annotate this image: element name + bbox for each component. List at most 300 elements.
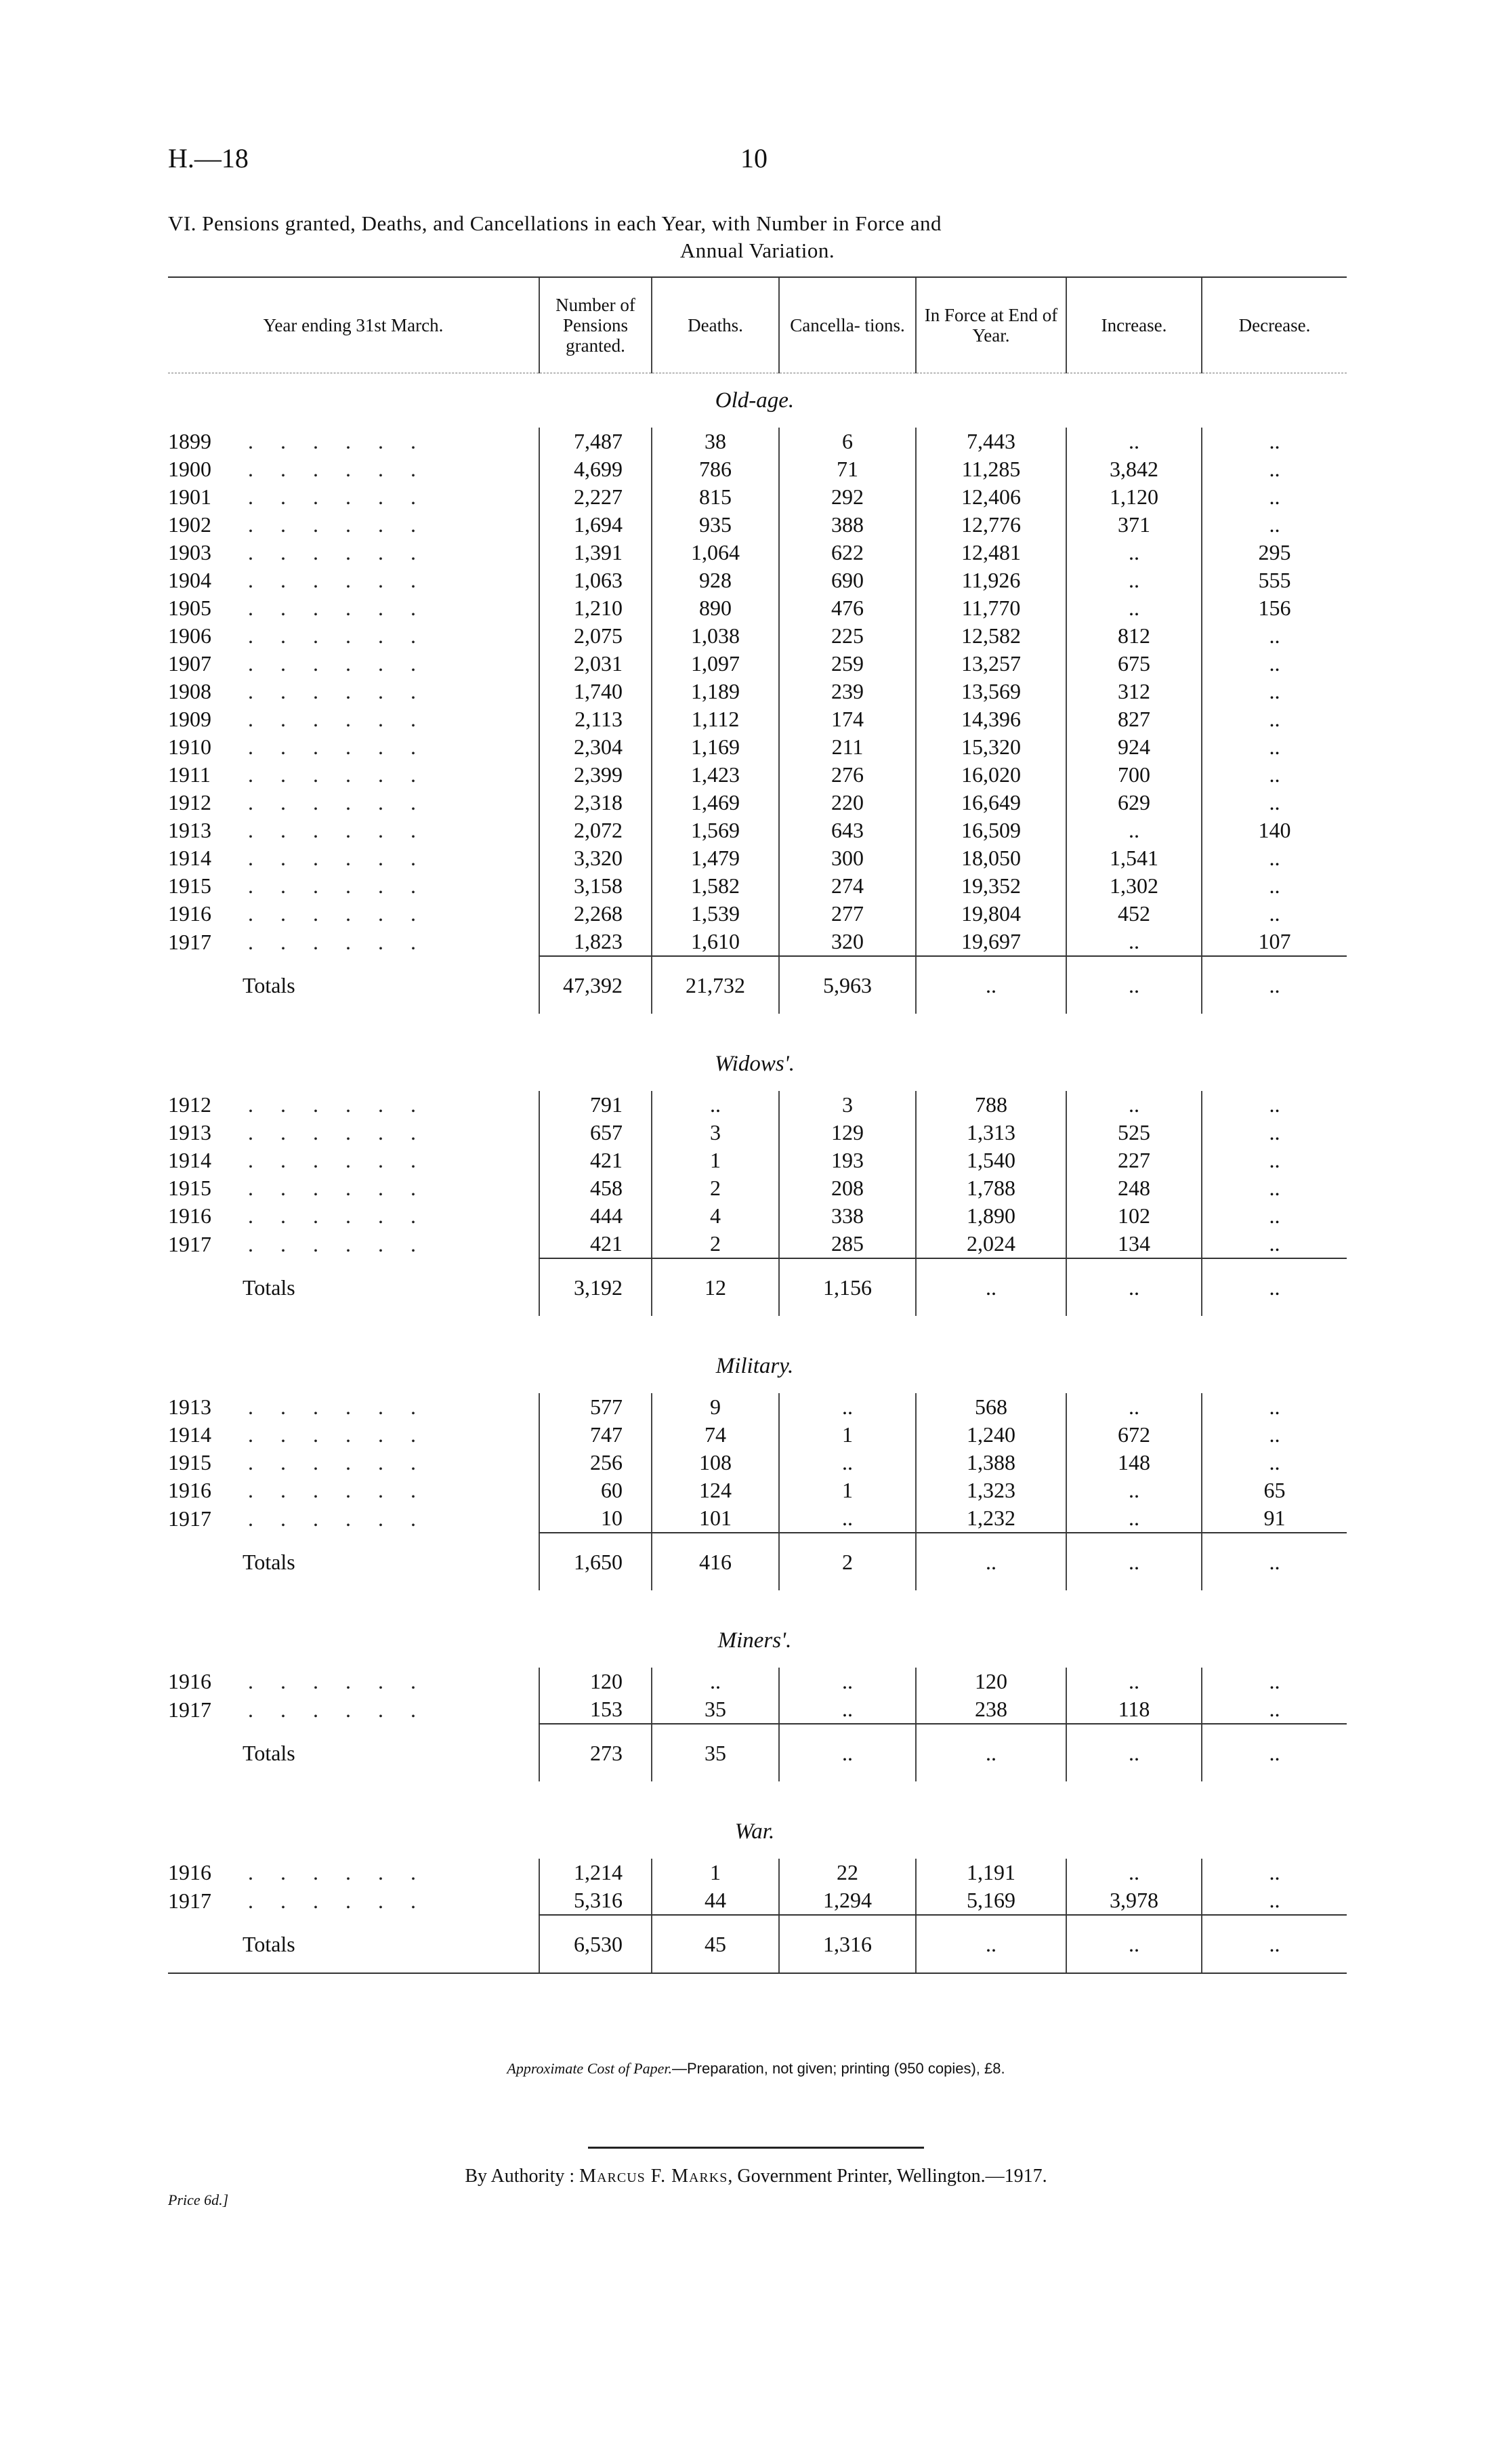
leader-dots: . . . . . . (248, 679, 427, 703)
section-heading-row (168, 1339, 1347, 1393)
totals-label: Totals (243, 1740, 295, 1765)
increase-cell: 148 (1066, 1449, 1202, 1477)
decrease-cell: .. (1202, 1668, 1347, 1695)
cancellations-cell: 276 (779, 761, 916, 789)
in-force-cell: 14,396 (916, 705, 1066, 733)
cancellations-cell: 277 (779, 900, 916, 928)
year-cell (168, 594, 539, 622)
year-label: 1917 (168, 1506, 211, 1531)
leader-dots: . . . . . . (248, 846, 427, 870)
decrease-cell: 107 (1202, 928, 1347, 956)
increase-cell: .. (1066, 1668, 1202, 1695)
leader-dots: . . . . . . (248, 651, 427, 676)
table-row (168, 678, 1347, 705)
decrease-total-cell: .. (1202, 1724, 1347, 1781)
year-label: 1916 (168, 1669, 211, 1693)
increase-cell: 827 (1066, 705, 1202, 733)
table-row (168, 1695, 1347, 1724)
pensions-cell: 1,740 (539, 678, 652, 705)
cancellations-total-cell: .. (779, 1724, 916, 1781)
deaths-cell: 2 (652, 1174, 779, 1202)
increase-cell: 134 (1066, 1230, 1202, 1258)
pensions-cell: 1,694 (539, 511, 652, 539)
table-row (168, 1668, 1347, 1695)
col-header-cancellations: Cancella- tions. (779, 277, 916, 373)
leader-dots: . . . . . . (248, 484, 427, 509)
totals-row (168, 1915, 1347, 1973)
year-label: 1903 (168, 540, 211, 564)
year-label: 1905 (168, 596, 211, 620)
leader-dots: . . . . . . (248, 457, 427, 481)
deaths-cell: 786 (652, 455, 779, 483)
table-row (168, 844, 1347, 872)
in-force-cell: 16,020 (916, 761, 1066, 789)
pensions-cell: 2,072 (539, 817, 652, 844)
deaths-cell: 3 (652, 1119, 779, 1147)
table-row (168, 1202, 1347, 1230)
table-header-row (168, 277, 1347, 373)
year-cell (168, 1393, 539, 1421)
leader-dots: . . . . . . (248, 512, 427, 537)
year-cell (168, 1859, 539, 1886)
cancellations-cell: 690 (779, 566, 916, 594)
pensions-cell: 4,699 (539, 455, 652, 483)
decrease-cell: .. (1202, 650, 1347, 678)
table-row (168, 1091, 1347, 1119)
cancellations-total-cell: 2 (779, 1533, 916, 1590)
deaths-cell: .. (652, 1091, 779, 1119)
increase-cell: .. (1066, 1091, 1202, 1119)
leader-dots: . . . . . . (248, 1176, 427, 1200)
table-row (168, 1119, 1347, 1147)
in-force-cell: 19,804 (916, 900, 1066, 928)
leader-dots: . . . . . . (248, 1422, 427, 1447)
in-force-cell: 13,569 (916, 678, 1066, 705)
increase-total-cell: .. (1066, 1258, 1202, 1316)
in-force-total-cell: .. (916, 1533, 1066, 1590)
increase-cell: 525 (1066, 1119, 1202, 1147)
increase-cell: 118 (1066, 1695, 1202, 1724)
year-label: 1900 (168, 457, 211, 481)
decrease-cell: .. (1202, 1174, 1347, 1202)
year-label: 1915 (168, 873, 211, 898)
decrease-cell: .. (1202, 1147, 1347, 1174)
table-row (168, 650, 1347, 678)
totals-label: Totals (243, 1275, 295, 1300)
decrease-cell: 91 (1202, 1504, 1347, 1533)
year-cell (168, 817, 539, 844)
pensions-cell: 3,320 (539, 844, 652, 872)
in-force-cell: 1,388 (916, 1449, 1066, 1477)
in-force-cell: 120 (916, 1668, 1066, 1695)
table-row (168, 428, 1347, 455)
cancellations-cell: 1,294 (779, 1886, 916, 1915)
year-label: 1899 (168, 429, 211, 453)
deaths-cell: 1 (652, 1859, 779, 1886)
authority-suffix: , Government Printer, Wellington.—1917. (728, 2166, 1047, 2187)
leader-dots: . . . . . . (248, 873, 427, 898)
increase-cell: .. (1066, 928, 1202, 956)
year-label: 1915 (168, 1450, 211, 1474)
year-label: 1917 (168, 1231, 211, 1256)
deaths-total-cell: 416 (652, 1533, 779, 1590)
gap-cell (168, 1781, 1347, 1804)
decrease-cell: 295 (1202, 539, 1347, 566)
increase-cell: .. (1066, 594, 1202, 622)
in-force-cell: 19,697 (916, 928, 1066, 956)
document-code: H.—18 (168, 143, 249, 173)
pensions-cell: 2,304 (539, 733, 652, 761)
leader-dots: . . . . . . (248, 901, 427, 926)
in-force-cell: 12,582 (916, 622, 1066, 650)
table-row (168, 566, 1347, 594)
increase-cell: .. (1066, 1504, 1202, 1533)
deaths-cell: 928 (652, 566, 779, 594)
increase-total-cell: .. (1066, 956, 1202, 1014)
year-cell (168, 1668, 539, 1695)
increase-total-cell: .. (1066, 1724, 1202, 1781)
table-row (168, 1449, 1347, 1477)
cancellations-cell: 300 (779, 844, 916, 872)
year-cell (168, 1230, 539, 1258)
totals-label-cell (168, 1724, 539, 1781)
in-force-cell: 1,232 (916, 1504, 1066, 1533)
decrease-total-cell: .. (1202, 956, 1347, 1014)
section-heading-row (168, 1613, 1347, 1668)
deaths-total-cell: 21,732 (652, 956, 779, 1014)
cancellations-cell: 1 (779, 1421, 916, 1449)
in-force-cell: 13,257 (916, 650, 1066, 678)
increase-cell: 102 (1066, 1202, 1202, 1230)
table-row (168, 817, 1347, 844)
deaths-cell: 890 (652, 594, 779, 622)
decrease-cell: 65 (1202, 1477, 1347, 1504)
section-heading-row (168, 373, 1347, 428)
table-row (168, 1421, 1347, 1449)
table-row (168, 733, 1347, 761)
table-row (168, 789, 1347, 817)
increase-cell: 248 (1066, 1174, 1202, 1202)
pensions-total-cell: 47,392 (539, 956, 652, 1014)
cancellations-cell: 220 (779, 789, 916, 817)
totals-row (168, 956, 1347, 1014)
totals-row (168, 1724, 1347, 1781)
cancellations-total-cell: 5,963 (779, 956, 916, 1014)
pensions-cell: 1,823 (539, 928, 652, 956)
deaths-cell: 1,582 (652, 872, 779, 900)
year-cell (168, 872, 539, 900)
section-title: Old-age. (715, 388, 795, 413)
decrease-cell: .. (1202, 483, 1347, 511)
increase-cell: 1,302 (1066, 872, 1202, 900)
section-title: War. (734, 1819, 775, 1844)
table-row (168, 594, 1347, 622)
year-cell (168, 1421, 539, 1449)
in-force-cell: 11,285 (916, 455, 1066, 483)
deaths-cell: 815 (652, 483, 779, 511)
totals-label-cell (168, 1533, 539, 1590)
decrease-total-cell: .. (1202, 1258, 1347, 1316)
section-title: Widows'. (715, 1052, 795, 1076)
decrease-cell: .. (1202, 900, 1347, 928)
totals-label-cell (168, 1258, 539, 1316)
cancellations-cell: 22 (779, 1859, 916, 1886)
printer-authority (0, 2166, 1512, 2187)
decrease-cell: 156 (1202, 594, 1347, 622)
leader-dots: . . . . . . (248, 1092, 427, 1117)
table-row (168, 483, 1347, 511)
increase-cell: 924 (1066, 733, 1202, 761)
leader-dots: . . . . . . (248, 929, 427, 954)
pensions-cell: 153 (539, 1695, 652, 1724)
year-label: 1907 (168, 651, 211, 676)
footnote-text: —Preparation, not given; printing (950 copies), £8. (672, 2060, 1005, 2077)
year-cell (168, 511, 539, 539)
totals-label: Totals (243, 972, 295, 997)
leader-dots: . . . . . . (248, 790, 427, 814)
in-force-cell: 19,352 (916, 872, 1066, 900)
increase-cell: .. (1066, 1477, 1202, 1504)
col-header-increase: Increase. (1066, 277, 1202, 373)
decrease-cell: .. (1202, 844, 1347, 872)
year-cell (168, 539, 539, 566)
decrease-cell: .. (1202, 705, 1347, 733)
deaths-cell: 1,610 (652, 928, 779, 956)
increase-cell: .. (1066, 1393, 1202, 1421)
table-row (168, 1504, 1347, 1533)
in-force-cell: 568 (916, 1393, 1066, 1421)
in-force-total-cell: .. (916, 1724, 1066, 1781)
pensions-cell: 2,399 (539, 761, 652, 789)
cancellations-cell: 211 (779, 733, 916, 761)
totals-row (168, 1533, 1347, 1590)
decrease-cell: .. (1202, 678, 1347, 705)
deaths-cell: 1,112 (652, 705, 779, 733)
leader-dots: . . . . . . (248, 540, 427, 564)
table-row (168, 872, 1347, 900)
table-row (168, 1886, 1347, 1915)
decrease-cell: .. (1202, 1230, 1347, 1258)
decrease-cell: .. (1202, 1202, 1347, 1230)
year-cell (168, 622, 539, 650)
pensions-table (168, 276, 1347, 1974)
year-cell (168, 1147, 539, 1174)
year-label: 1906 (168, 623, 211, 648)
in-force-cell: 788 (916, 1091, 1066, 1119)
cancellations-total-cell: 1,316 (779, 1915, 916, 1973)
pensions-cell: 3,158 (539, 872, 652, 900)
printer-name: Marcus F. Marks (579, 2166, 728, 2187)
pensions-cell: 577 (539, 1393, 652, 1421)
cancellations-cell: 239 (779, 678, 916, 705)
decrease-cell: .. (1202, 789, 1347, 817)
pensions-cell: 60 (539, 1477, 652, 1504)
year-label: 1914 (168, 1422, 211, 1447)
cost-footnote (0, 2060, 1512, 2078)
table-row (168, 705, 1347, 733)
decrease-cell: .. (1202, 761, 1347, 789)
deaths-cell: 101 (652, 1504, 779, 1533)
decrease-cell: .. (1202, 733, 1347, 761)
totals-label: Totals (243, 1931, 295, 1956)
table-row (168, 622, 1347, 650)
totals-row (168, 1258, 1347, 1316)
in-force-cell: 16,509 (916, 817, 1066, 844)
leader-dots: . . . . . . (248, 596, 427, 620)
year-cell (168, 566, 539, 594)
authority-prefix: By Authority : (465, 2166, 575, 2187)
year-label: 1917 (168, 1888, 211, 1913)
table-row (168, 1230, 1347, 1258)
year-label: 1913 (168, 1395, 211, 1419)
year-label: 1904 (168, 568, 211, 592)
in-force-cell: 1,323 (916, 1477, 1066, 1504)
in-force-cell: 11,770 (916, 594, 1066, 622)
increase-cell: .. (1066, 566, 1202, 594)
leader-dots: . . . . . . (248, 1669, 427, 1693)
cancellations-total-cell: 1,156 (779, 1258, 916, 1316)
year-cell (168, 678, 539, 705)
leader-dots: . . . . . . (248, 735, 427, 759)
cancellations-cell: 622 (779, 539, 916, 566)
year-cell (168, 1886, 539, 1915)
year-cell (168, 733, 539, 761)
in-force-cell: 11,926 (916, 566, 1066, 594)
cancellations-cell: .. (779, 1449, 916, 1477)
decrease-cell: 555 (1202, 566, 1347, 594)
in-force-cell: 5,169 (916, 1886, 1066, 1915)
year-cell (168, 705, 539, 733)
pensions-cell: 747 (539, 1421, 652, 1449)
cancellations-cell: 476 (779, 594, 916, 622)
deaths-cell: 1,423 (652, 761, 779, 789)
year-cell (168, 1174, 539, 1202)
gap-cell (168, 1014, 1347, 1037)
in-force-cell: 238 (916, 1695, 1066, 1724)
deaths-cell: 108 (652, 1449, 779, 1477)
cancellations-cell: 6 (779, 428, 916, 455)
in-force-cell: 12,776 (916, 511, 1066, 539)
leader-dots: . . . . . . (248, 1888, 427, 1913)
col-header-decrease: Decrease. (1202, 277, 1347, 373)
increase-cell: .. (1066, 428, 1202, 455)
year-cell (168, 761, 539, 789)
cancellations-cell: 3 (779, 1091, 916, 1119)
pensions-cell: 1,391 (539, 539, 652, 566)
table-row (168, 1174, 1347, 1202)
year-label: 1908 (168, 679, 211, 703)
table-row (168, 511, 1347, 539)
year-cell (168, 650, 539, 678)
leader-dots: . . . . . . (248, 1506, 427, 1531)
in-force-cell: 12,481 (916, 539, 1066, 566)
pensions-cell: 2,031 (539, 650, 652, 678)
divider-rule (588, 2147, 924, 2149)
increase-cell: 312 (1066, 678, 1202, 705)
leader-dots: . . . . . . (248, 1478, 427, 1502)
section-heading-row (168, 1804, 1347, 1859)
cancellations-cell: 285 (779, 1230, 916, 1258)
pensions-cell: 1,063 (539, 566, 652, 594)
in-force-cell: 1,788 (916, 1174, 1066, 1202)
decrease-cell: .. (1202, 872, 1347, 900)
year-label: 1913 (168, 818, 211, 842)
section-gap (168, 1781, 1347, 1804)
pensions-total-cell: 1,650 (539, 1533, 652, 1590)
year-label: 1917 (168, 929, 211, 954)
pensions-cell: 2,075 (539, 622, 652, 650)
deaths-cell: 1,097 (652, 650, 779, 678)
col-header-year: Year ending 31st March. (168, 277, 539, 373)
table-row (168, 1393, 1347, 1421)
deaths-cell: 38 (652, 428, 779, 455)
decrease-cell: .. (1202, 1393, 1347, 1421)
table-row (168, 539, 1347, 566)
cancellations-cell: 225 (779, 622, 916, 650)
section-title: Miners'. (717, 1628, 792, 1653)
deaths-cell: 44 (652, 1886, 779, 1915)
leader-dots: . . . . . . (248, 1860, 427, 1884)
pensions-cell: 7,487 (539, 428, 652, 455)
leader-dots: . . . . . . (248, 568, 427, 592)
page-number: 10 (740, 143, 768, 173)
table-row (168, 1477, 1347, 1504)
deaths-cell: 1,479 (652, 844, 779, 872)
increase-cell: .. (1066, 1859, 1202, 1886)
decrease-cell: 140 (1202, 817, 1347, 844)
year-label: 1912 (168, 790, 211, 814)
year-cell (168, 1504, 539, 1533)
cancellations-cell: 193 (779, 1147, 916, 1174)
col-header-pensions: Number of Pensions granted. (539, 277, 652, 373)
increase-cell: 3,978 (1066, 1886, 1202, 1915)
pensions-cell: 2,318 (539, 789, 652, 817)
in-force-cell: 1,313 (916, 1119, 1066, 1147)
deaths-total-cell: 35 (652, 1724, 779, 1781)
deaths-cell: 1,469 (652, 789, 779, 817)
totals-label-cell (168, 1915, 539, 1973)
cancellations-cell: .. (779, 1695, 916, 1724)
pensions-total-cell: 3,192 (539, 1258, 652, 1316)
year-label: 1902 (168, 512, 211, 537)
pensions-cell: 256 (539, 1449, 652, 1477)
gap-cell (168, 1590, 1347, 1613)
table-row (168, 928, 1347, 956)
year-cell (168, 844, 539, 872)
year-label: 1911 (168, 762, 211, 787)
deaths-cell: .. (652, 1668, 779, 1695)
cancellations-cell: 174 (779, 705, 916, 733)
in-force-cell: 16,649 (916, 789, 1066, 817)
increase-cell: 1,541 (1066, 844, 1202, 872)
pensions-cell: 5,316 (539, 1886, 652, 1915)
pensions-cell: 10 (539, 1504, 652, 1533)
pensions-cell: 1,210 (539, 594, 652, 622)
pensions-cell: 2,227 (539, 483, 652, 511)
pensions-cell: 2,113 (539, 705, 652, 733)
year-label: 1916 (168, 1203, 211, 1228)
decrease-cell: .. (1202, 511, 1347, 539)
leader-dots: . . . . . . (248, 1203, 427, 1228)
year-cell (168, 928, 539, 956)
deaths-cell: 124 (652, 1477, 779, 1504)
leader-dots: . . . . . . (248, 1231, 427, 1256)
pensions-cell: 421 (539, 1147, 652, 1174)
increase-cell: 227 (1066, 1147, 1202, 1174)
in-force-total-cell: .. (916, 1915, 1066, 1973)
year-label: 1909 (168, 707, 211, 731)
year-cell (168, 1477, 539, 1504)
